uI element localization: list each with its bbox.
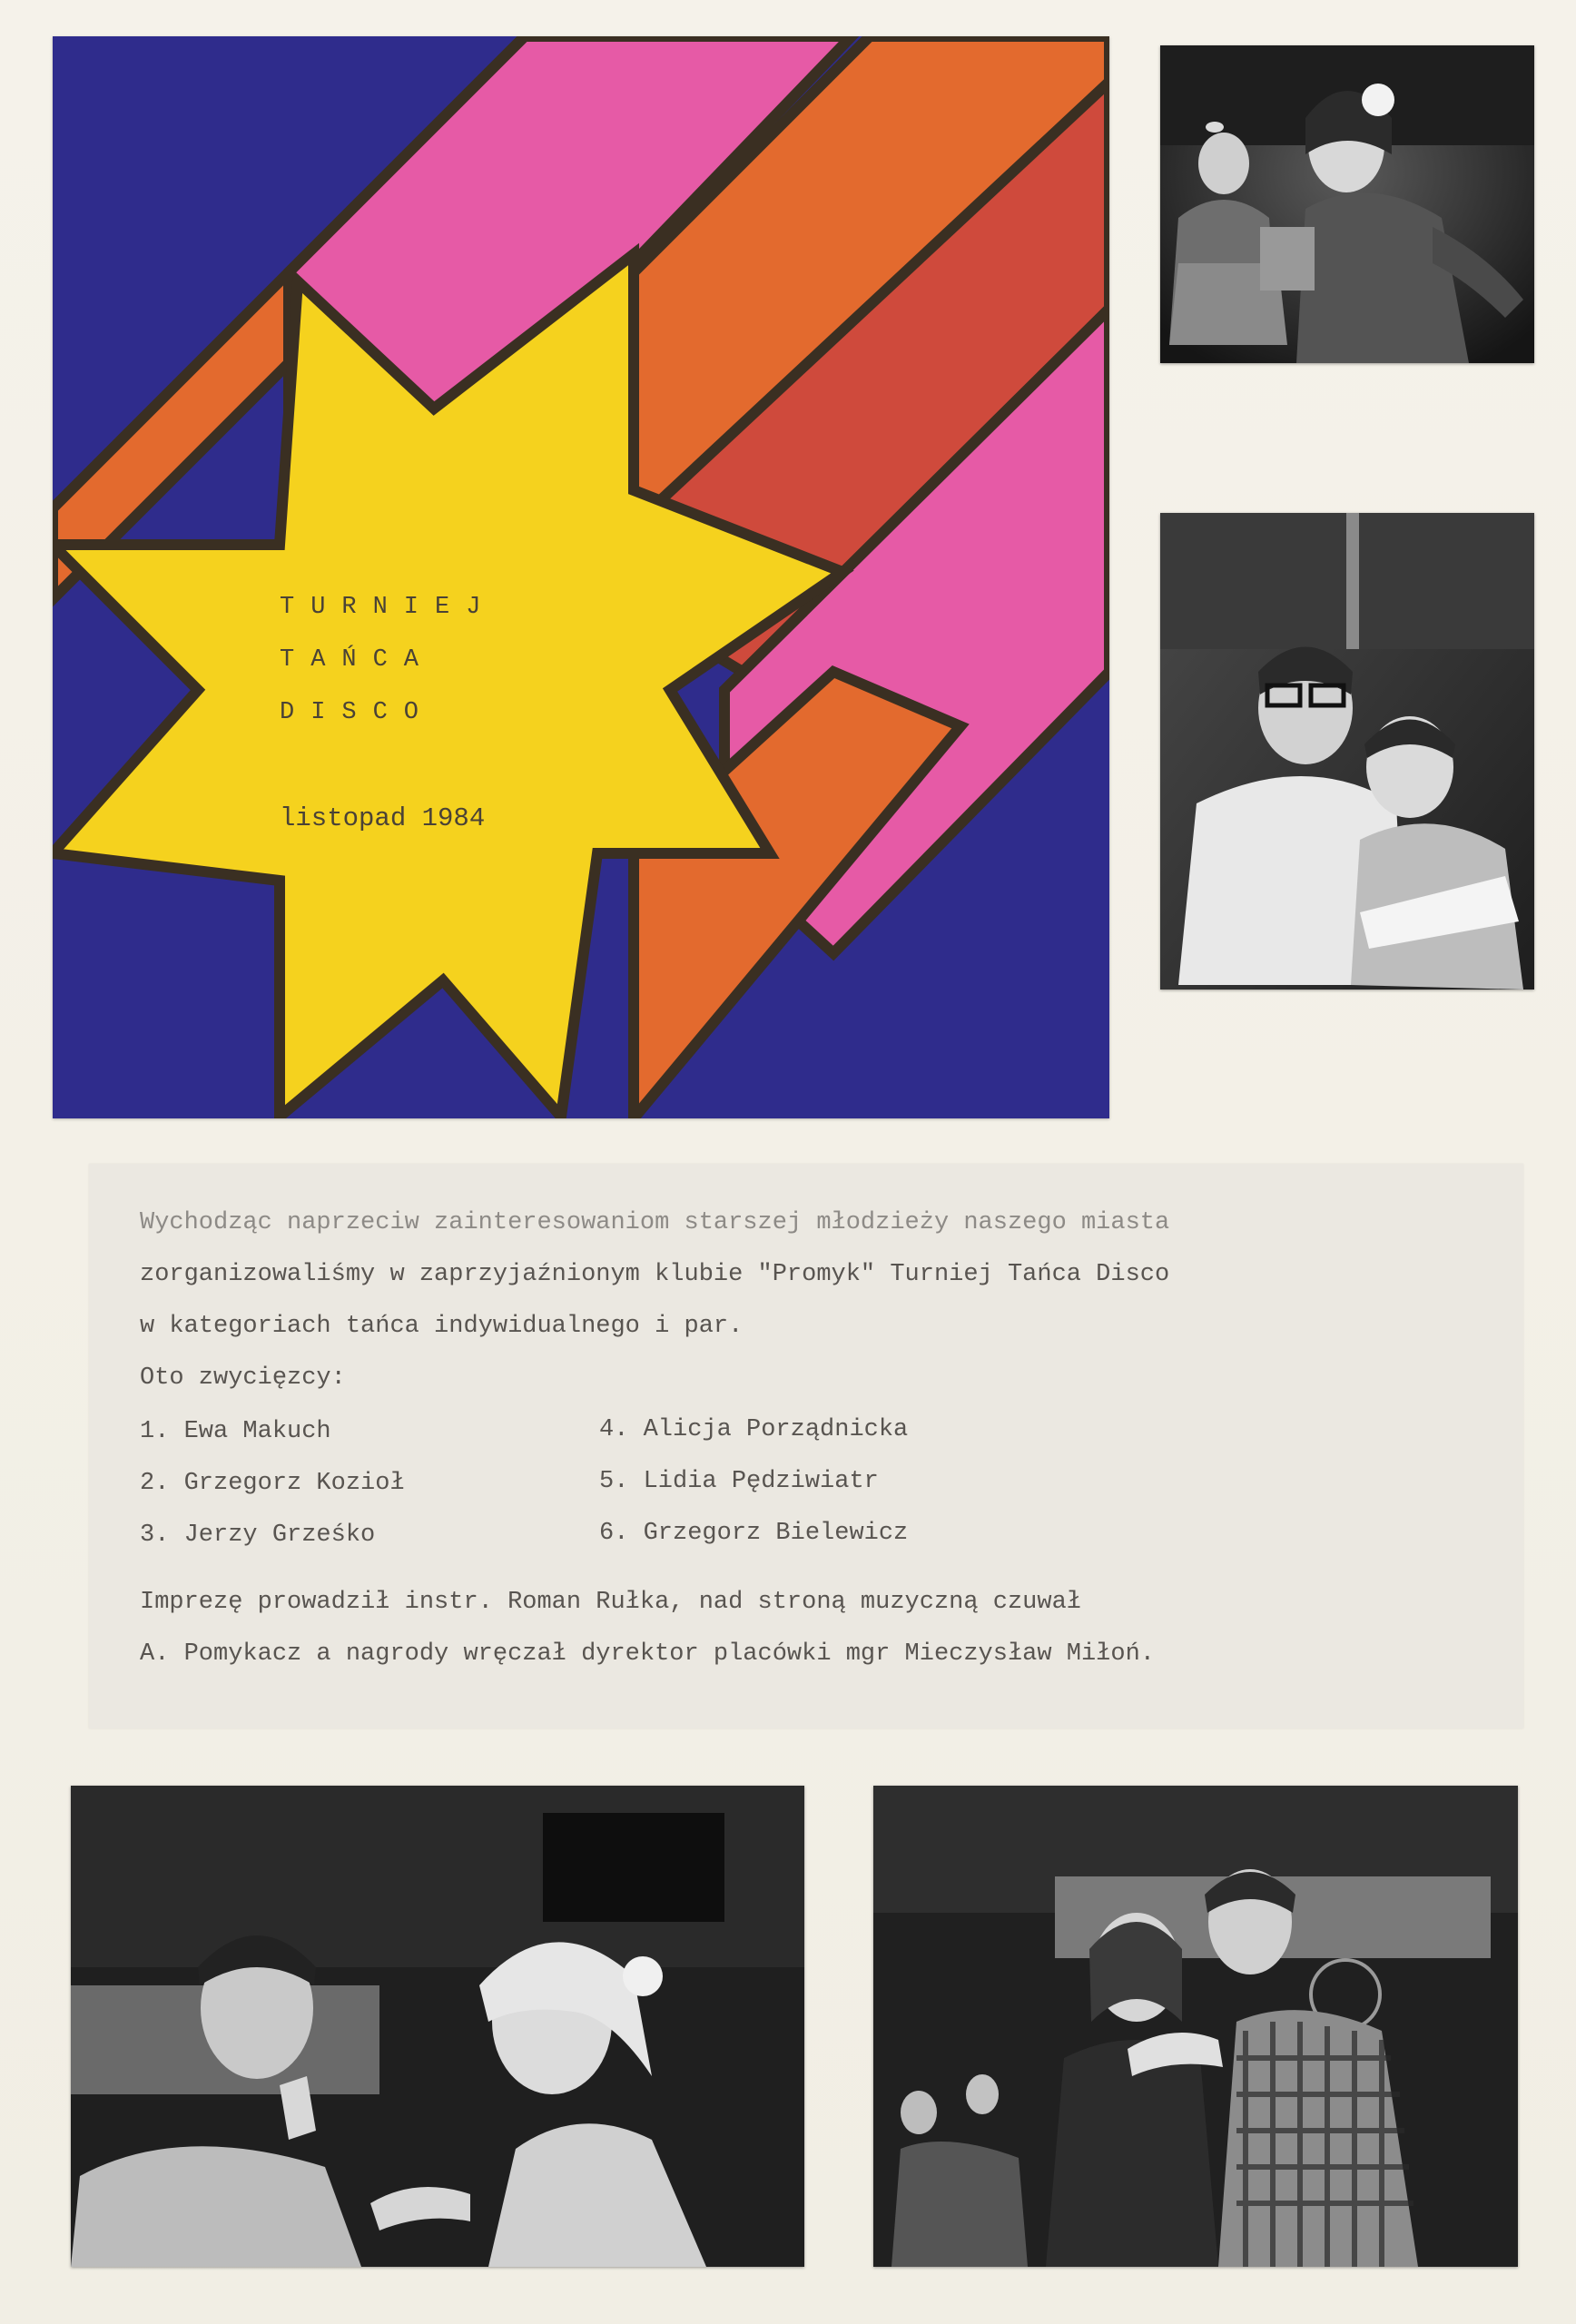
photo-image <box>1160 513 1534 990</box>
photo-girls-dancing <box>1160 45 1534 363</box>
poster-date: listopad 1984 <box>280 803 486 833</box>
poster-artwork <box>53 36 1109 1118</box>
intro-line: Wychodząc naprzeciw zainteresowaniom starszej młodzieży naszego miasta <box>140 1209 1170 1236</box>
photo-image <box>71 1786 804 2267</box>
disco-tournament-poster <box>53 36 1109 1118</box>
closing-line: A. Pomykacz a nagrody wręczał dyrektor placówki mgr Mieczysław Miłoń. <box>140 1640 1155 1668</box>
photo-image <box>1160 45 1534 363</box>
photo-couple-dancing <box>71 1786 804 2267</box>
poster-title-line: TURNIEJ <box>280 594 497 621</box>
photo-image <box>873 1786 1518 2267</box>
poster-title <box>280 581 497 739</box>
winner-item: 4. Alicja Porządnicka <box>599 1416 909 1443</box>
typed-description-sheet <box>89 1164 1523 1728</box>
photo-couple-dancing-with-audience <box>873 1786 1518 2267</box>
intro-line: zorganizowaliśmy w zaprzyjaźnionym klubie "Promyk" Turniej Tańca Disco <box>140 1261 1170 1288</box>
intro-line: w kategoriach tańca indywidualnego i par. <box>140 1313 744 1340</box>
winner-item: 3. Jerzy Grześko <box>140 1521 376 1549</box>
photo-couple-portrait <box>1160 513 1534 990</box>
winner-item: 6. Grzegorz Bielewicz <box>599 1520 909 1547</box>
winners-heading: Oto zwycięzcy: <box>140 1364 346 1392</box>
closing-line: Imprezę prowadził instr. Roman Rułka, nad stroną muzyczną czuwał <box>140 1589 1081 1616</box>
poster-title-line: DISCO <box>280 699 436 726</box>
winner-item: 2. Grzegorz Kozioł <box>140 1470 405 1497</box>
winner-item: 5. Lidia Pędziwiatr <box>599 1468 879 1495</box>
poster-title-line: TAŃCA <box>280 646 436 674</box>
winner-item: 1. Ewa Makuch <box>140 1418 331 1445</box>
